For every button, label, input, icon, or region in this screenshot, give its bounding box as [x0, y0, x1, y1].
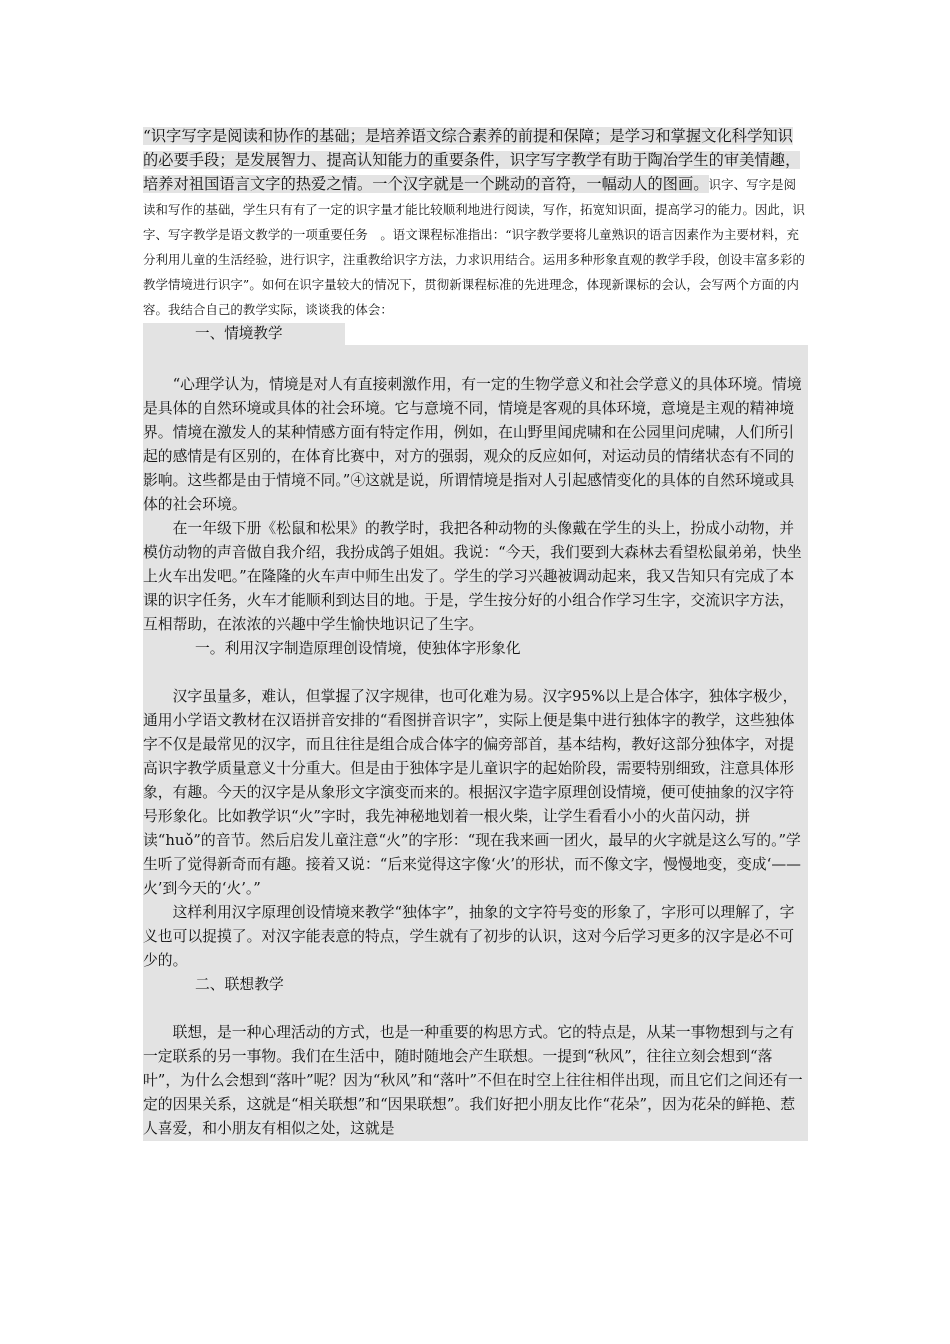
subsection-heading-character-principle: 一。利用汉字制造原理创设情境，使独体字形象化 [195, 640, 521, 657]
spacer [143, 349, 808, 373]
intro-highlighted-text: “识字写字是阅读和协作的基础；是培养语文综合素养的前提和保障；是学习和掌握文化科学知识的必要手段；是发展智力、提高认知能力的重要条件，识字写字教学有助于陶冶学生的审美情趣，培养对祖国语言文字的热爱之情。一个汉字就是一个跳动的音符，一幅动人的图画。 [143, 127, 801, 193]
document-page [143, 124, 808, 1141]
spacer [143, 661, 808, 685]
spacer [143, 997, 808, 1021]
section-heading-association-teaching: 二、联想教学 [195, 976, 284, 993]
subsection-1-paragraph-2: 这样利用汉字原理创设情境来教学“独体字”，抽象的文字符号变的形象了，字形可以理解了，字义也可以捉摸了。对汉字能表意的特点，学生就有了初步的认识，这对今后学习更多的汉字是必不可少的。 [143, 904, 795, 969]
section-2-paragraph-1: 联想，是一种心理活动的方式，也是一种重要的构思方式。它的特点是，从某一事物想到与之有一定联系的另一事物。我们在生活中，随时随地会产生联想。一提到“秋风”，往往立刻会想到“落叶”，为什么会想到“落叶”呢？因为“秋风”和“落叶”不但在时空上往往相伴出现，而且它们之间还有一定的因果关系，这就是“相关联想”和“因果联想”。我们好把小朋友比作“花朵”，因为花朵的鲜艳、惹人喜爱，和小朋友有相似之处，这就是 [143, 1024, 803, 1137]
section-1-block [143, 349, 808, 1141]
section-1-paragraph-1: “心理学认为，情境是对人有直接刺激作用，有一定的生物学意义和社会学意义的具体环境。情境是具体的自然环境或具体的社会环境。它与意境不同，情境是客观的具体环境，意境是主观的精神境界。情境在激发人的某种情感方面有特定作用，例如，在山野里闻虎啸和在公园里问虎啸，人们所引起的感情是有区别的，在体育比赛中，对方的强弱，观众的反应如何，对运动员的情绪状态有不同的影响。这些都是由于情境不同。”④这就是说，所谓情境是指对人引起感情变化的具体的自然环境或具体的社会环境。 [143, 376, 802, 513]
intro-body-text: 识字、写字是阅读和写作的基础，学生只有有了一定的识字量才能比较顺利地进行阅读，写作，拓宽知识面，提高学习的能力。因此，识字、写字教学是语文教学的一项重要任务 。语文课程标准指出：“识字教学要将儿童熟识的语言因素作为主要材料，充分利用儿童的生活经验，进行识字，注重教给识字方法，力求识用结合。运用多种形象直观的教学手段，创设丰富多彩的教学情境进行识字”。如何在识字量较大的情况下，贯彻新课程标准的先进理念，体现新课标的会认，会写两个方面的内容。我结合自己的教学实际，谈谈我的体会： [143, 177, 806, 317]
section-heading-situational-teaching: 一、情境教学 [143, 323, 345, 345]
intro-paragraph [143, 124, 808, 322]
subsection-1-paragraph-1: 汉字虽量多，难认，但掌握了汉字规律，也可化难为易。汉字95%以上是合体字，独体字极少，通用小学语文教材在汉语拼音安排的“看图拼音识字”，实际上便是集中进行独体字的教学，这些独体字不仅是最常见的汉字，而且往往是组合成合体字的偏旁部首，基本结构，教好这部分独体字，对提高识字教学质量意义十分重大。但是由于独体字是儿童识字的起始阶段，需要特别细致，注意具体形象，有趣。今天的汉字是从象形文字演变而来的。根据汉字造字原理创设情境，便可使抽象的汉字符号形象化。比如教学识“火”字时，我先神秘地划着一根火柴，让学生看看小小的火苗闪动，拼读“huǒ”的音节。然后启发儿童注意“火”的字形：“现在我来画一团火，最早的火字就是这么写的。”学生听了觉得新奇而有趣。接着又说：“后来觉得这字像‘火’的形状，而不像文字，慢慢地变，变成‘——火’到今天的‘火’。” [143, 688, 801, 897]
section-1-paragraph-2: 在一年级下册《松鼠和松果》的教学时，我把各种动物的头像戴在学生的头上，扮成小动物，并模仿动物的声音做自我介绍，我扮成鸽子姐姐。我说：“今天，我们要到大森林去看望松鼠弟弟，快坐上火车出发吧。”在隆隆的火车声中师生出发了。学生的学习兴趣被调动起来，我又告知只有完成了本课的识字任务，火车才能顺利到达目的地。于是，学生按分好的小组合作学习生字，交流识字方法，互相帮助，在浓浓的兴趣中学生愉快地识记了生字。 [143, 520, 802, 633]
